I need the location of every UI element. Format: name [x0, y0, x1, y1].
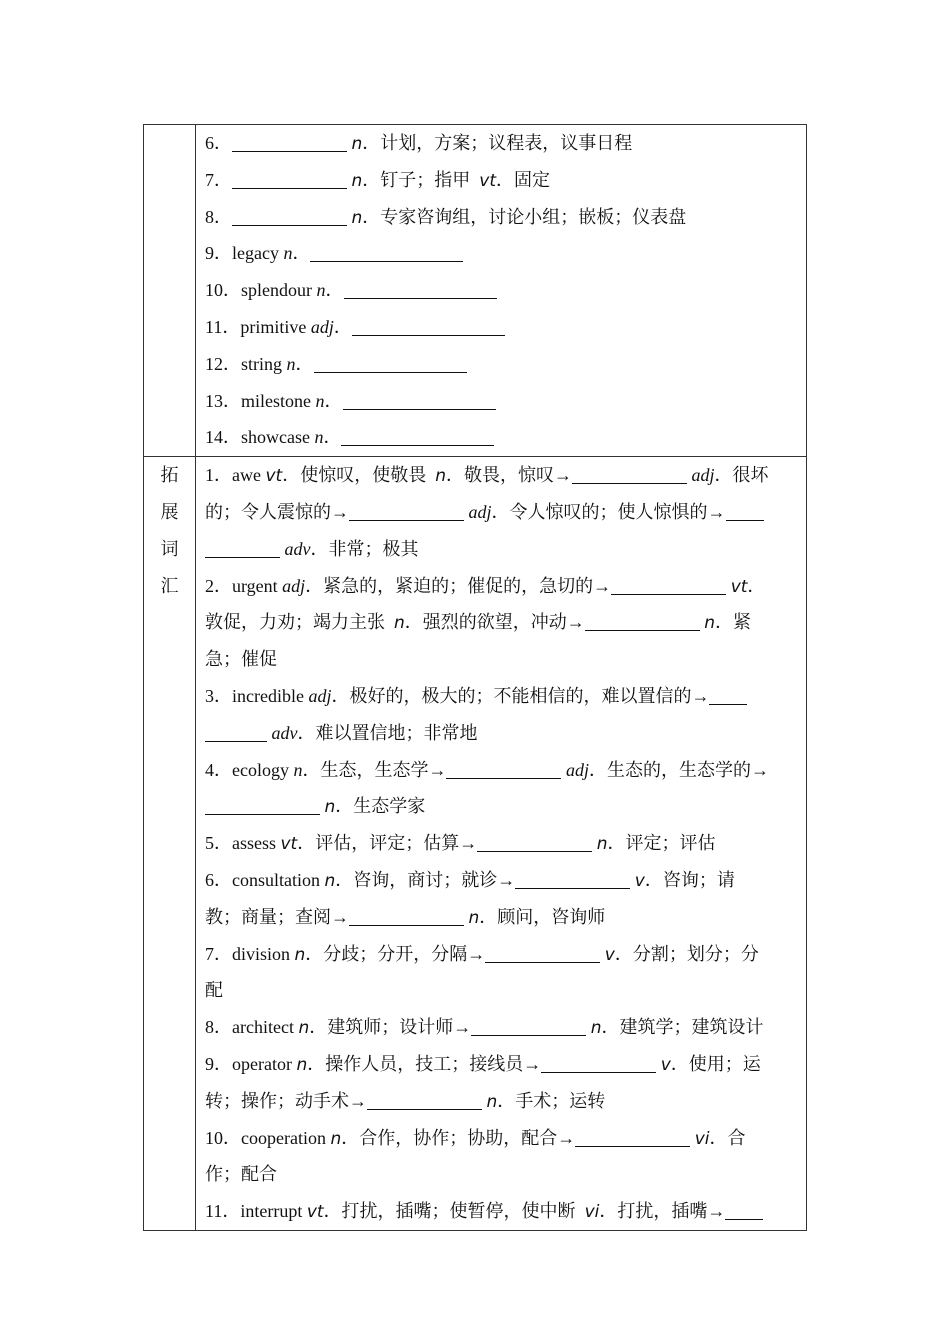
list-item-continued: adv．难以置信地；非常地 — [205, 715, 797, 752]
list-item: 11．primitive adj． — [205, 309, 797, 346]
answer-blank[interactable] — [205, 796, 320, 815]
answer-blank[interactable] — [341, 427, 494, 446]
table-row — [144, 457, 807, 1231]
answer-blank[interactable] — [572, 465, 687, 484]
answer-blank[interactable] — [205, 723, 267, 742]
list-item: 7． n．钉子；指甲 vt．固定 — [205, 169, 551, 191]
list-item: 1．awe vt．使惊叹，使敬畏 n．敬畏，惊叹→ adj．很坏 — [205, 465, 769, 487]
list-item-continued: n．生态学家 — [205, 788, 797, 825]
answer-blank[interactable] — [344, 280, 497, 299]
answer-blank[interactable] — [343, 391, 496, 410]
list-item-continued: 的；令人震惊的→ adj．令人惊叹的；使人惊惧的→ — [205, 494, 797, 531]
answer-blank[interactable] — [541, 1054, 656, 1073]
answer-blank[interactable] — [232, 133, 347, 152]
list-item: 6． n．计划，方案；议程表，议事日程 — [205, 133, 633, 154]
answer-blank[interactable] — [725, 1201, 763, 1220]
list-item: 5．assess vt．评估，评定；估算→ n．评定；评估 — [205, 833, 716, 855]
list-item-continued: 教；商量；查阅→ n．顾问，咨询师 — [205, 906, 606, 928]
list-item-continued: 配 — [205, 980, 223, 1001]
list-item: 8． n．专家咨询组，讨论小组；嵌板；仪表盘 — [205, 206, 687, 228]
list-item-continued: 作；配合 — [205, 1164, 277, 1185]
list-item: 14．showcase n． — [205, 419, 797, 456]
answer-blank[interactable] — [349, 907, 464, 926]
list-item-continued: 敦促，力劝；竭力主张 n．强烈的欲望，冲动→ n．紧 — [205, 612, 752, 634]
section-label: 拓 展 词 汇 — [144, 457, 196, 1231]
answer-blank[interactable] — [232, 207, 347, 226]
vocabulary-table — [143, 124, 807, 1231]
answer-blank[interactable] — [471, 1017, 586, 1036]
core-vocabulary-cell — [196, 125, 807, 457]
list-item-continued: 急；催促 — [205, 649, 277, 670]
list-item: 10．cooperation n．合作，协作；协助，配合→ vi．合 — [205, 1127, 746, 1149]
answer-blank[interactable] — [709, 686, 747, 705]
extended-vocabulary-cell — [196, 457, 807, 1231]
answer-blank[interactable] — [314, 354, 467, 373]
list-item: 13．milestone n． — [205, 383, 797, 420]
answer-blank[interactable] — [585, 612, 700, 631]
list-item-continued: adv．非常；极其 — [205, 531, 797, 568]
list-item: 3．incredible adj．极好的，极大的；不能相信的，难以置信的→ — [205, 678, 797, 715]
list-item: 2．urgent adj．紧急的，紧迫的；催促的，急切的→ vt． — [205, 575, 766, 597]
answer-blank[interactable] — [349, 502, 464, 521]
list-item: 9．legacy n． — [205, 235, 797, 272]
answer-blank[interactable] — [310, 243, 463, 262]
list-item: 6．consultation n．咨询，商讨；就诊→ v．咨询；请 — [205, 869, 735, 891]
list-item: 12．string n． — [205, 346, 797, 383]
list-item: 4．ecology n．生态，生态学→ adj．生态的，生态学的→ — [205, 759, 769, 780]
answer-blank[interactable] — [575, 1128, 690, 1147]
list-item: 7．division n．分歧；分开，分隔→ v．分割；划分；分 — [205, 943, 759, 965]
answer-blank[interactable] — [205, 539, 280, 558]
answer-blank[interactable] — [367, 1091, 482, 1110]
list-item: 11．interrupt vt．打扰，插嘴；使暂停，使中断 vi．打扰，插嘴→ — [205, 1193, 797, 1230]
list-item-continued: 转；操作；动手术→ n．手术；运转 — [205, 1090, 606, 1112]
list-item: 9．operator n．操作人员，技工；接线员→ v．使用；运 — [205, 1053, 761, 1075]
answer-blank[interactable] — [726, 502, 764, 521]
answer-blank[interactable] — [477, 833, 592, 852]
answer-blank[interactable] — [611, 576, 726, 595]
list-item: 10．splendour n． — [205, 272, 797, 309]
answer-blank[interactable] — [232, 170, 347, 189]
answer-blank[interactable] — [515, 870, 630, 889]
empty-label-cell — [144, 125, 196, 457]
answer-blank[interactable] — [352, 317, 505, 336]
answer-blank[interactable] — [446, 760, 561, 779]
answer-blank[interactable] — [485, 944, 600, 963]
list-item: 8．architect n．建筑师；设计师→ n．建筑学；建筑设计 — [205, 1017, 764, 1039]
table-row — [144, 125, 807, 457]
